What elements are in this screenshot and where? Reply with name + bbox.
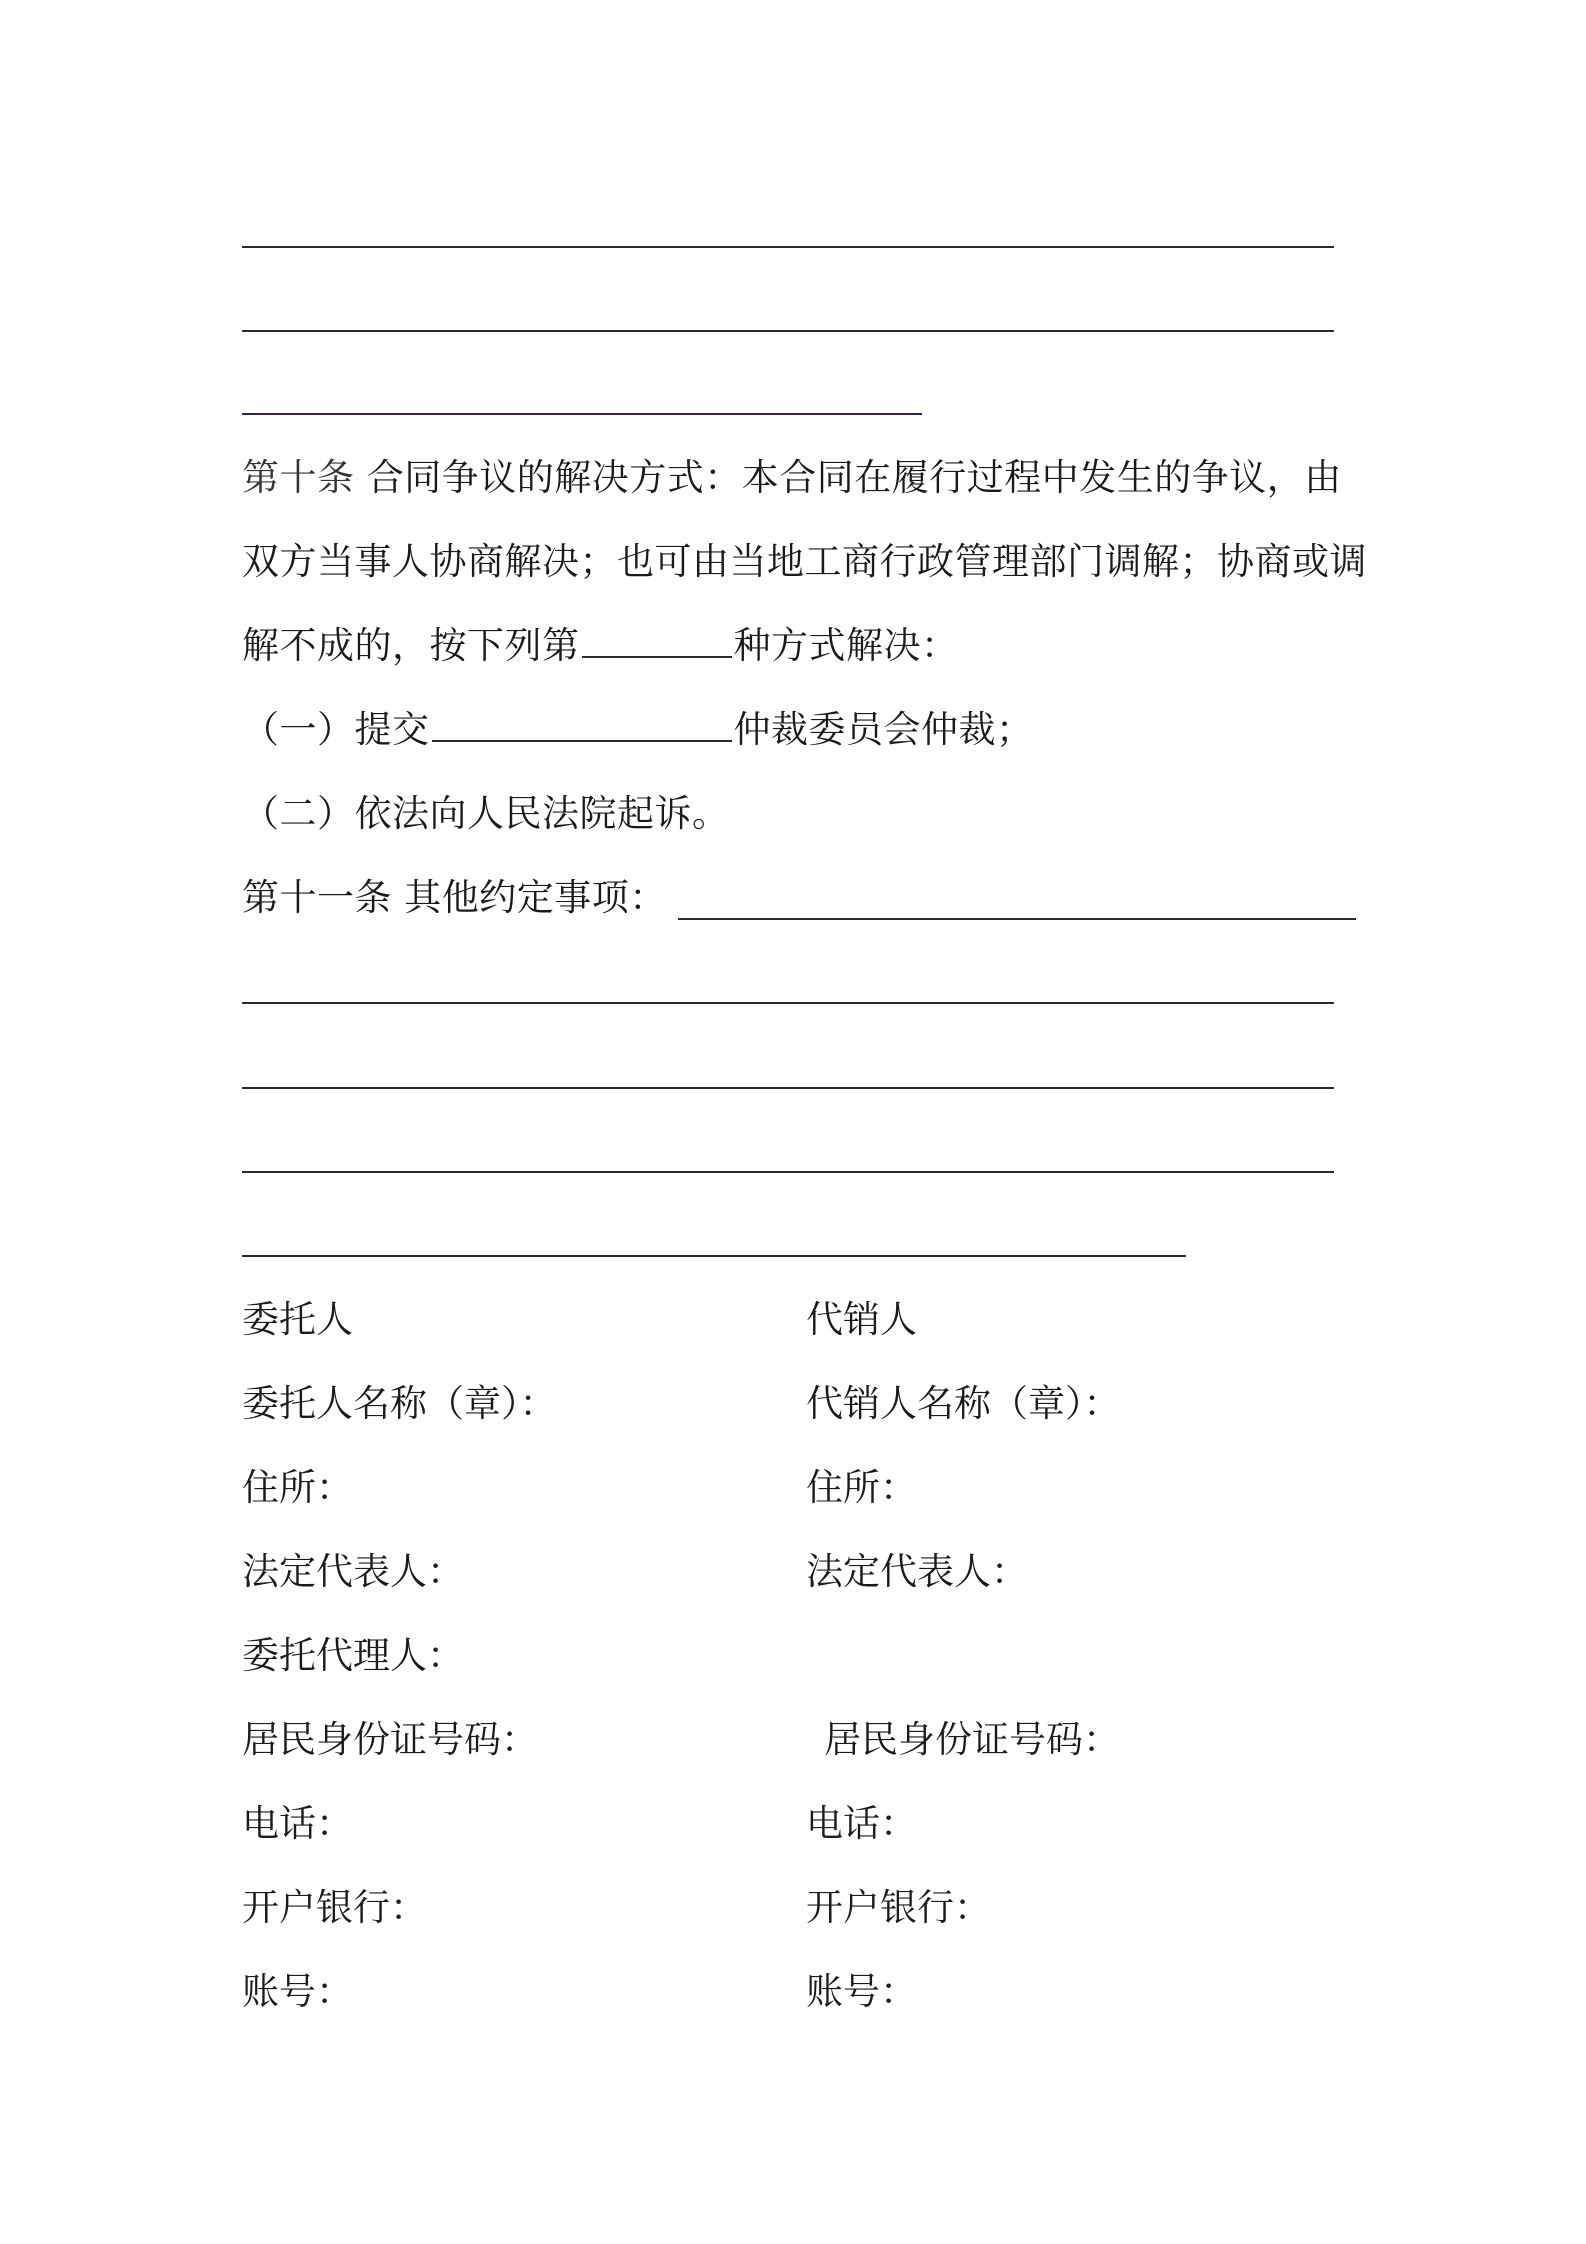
agent-seller-bank: 开户银行： [806,1886,991,1929]
principal-phone: 电话： [242,1802,353,1845]
article10-line3 [242,624,959,668]
blank-line-1 [242,246,1334,248]
agent-seller-address: 住所： [806,1466,917,1509]
method-number-blank[interactable] [582,626,732,658]
principal-account: 账号： [242,1970,353,2013]
article10-option1 [242,708,1034,752]
article11-blank-3 [242,1171,1334,1173]
article11-line [242,876,667,920]
principal-name: 委托人名称（章）： [242,1382,557,1425]
article10-text-2: 双方当事人协商解决；也可由当地工商行政管理部门调解；协商或调 [242,540,1367,583]
principal-legal-rep: 法定代表人： [242,1550,464,1593]
option1-text-b: 仲裁委员会仲裁； [733,708,1034,751]
article10-heading: 第十条 [242,456,355,499]
principal-id-number: 居民身份证号码： [242,1718,538,1761]
blank-line-3 [242,413,922,415]
arbitration-committee-blank[interactable] [432,710,732,742]
agent-seller-title: 代销人 [806,1298,917,1341]
article10-text-3b: 种方式解决： [733,624,959,667]
principal-bank: 开户银行： [242,1886,427,1929]
option2-text: （二）依法向人民法院起诉。 [242,792,730,835]
article11-blank-4 [242,1255,1186,1257]
article10-line2 [242,540,1367,584]
blank-line-2 [242,330,1334,332]
agent-seller-account: 账号： [806,1970,917,2013]
option1-text-a: （一）提交 [242,708,430,751]
article10-text-1: 合同争议的解决方式：本合同在履行过程中发生的争议，由 [366,456,1342,499]
agent-seller-name: 代销人名称（章）： [806,1382,1121,1425]
article10-line1 [242,456,1342,500]
agent-seller-phone: 电话： [806,1802,917,1845]
article10-text-3a: 解不成的，按下列第 [242,624,580,667]
article11-blank-inline [678,918,1356,920]
article10-option2 [242,792,730,836]
principal-agent: 委托代理人： [242,1634,464,1677]
agent-seller-id-number: 居民身份证号码： [824,1718,1120,1761]
principal-address: 住所： [242,1466,353,1509]
article11-blank-1 [242,1002,1334,1004]
agent-seller-legal-rep: 法定代表人： [806,1550,1028,1593]
principal-title: 委托人 [242,1298,353,1341]
article11-blank-2 [242,1087,1334,1089]
article11-heading: 第十一条 其他约定事项： [242,876,667,919]
